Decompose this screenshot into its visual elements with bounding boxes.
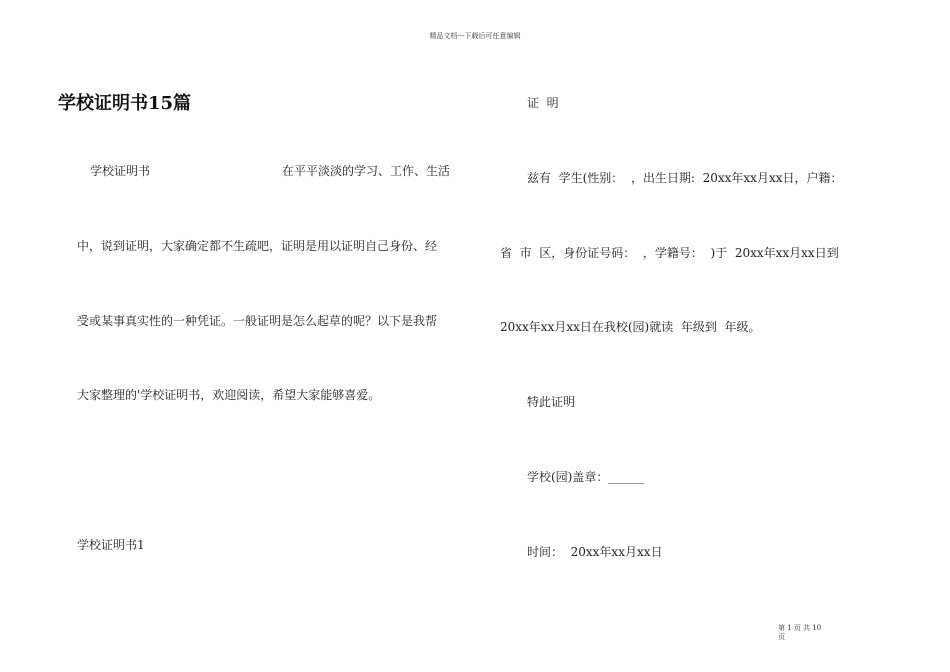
section-heading: 学校证明书1 <box>77 538 145 552</box>
certificate-heading: 证 明 <box>527 96 559 110</box>
document-title: 学校证明书15篇 <box>58 93 192 114</box>
paragraph-line-1: 在平平淡淡的学习、工作、生活 <box>282 164 451 178</box>
page-header: 精品文档---下载后可任意编辑 <box>429 32 521 40</box>
page-number <box>778 624 838 642</box>
certification-statement: 特此证明 <box>527 395 576 409</box>
page-number-suffix: 页 <box>778 633 785 641</box>
school-seal-line: 学校(园)盖章：______ <box>527 470 645 484</box>
intro-label: 学校证明书 <box>90 164 151 178</box>
certificate-line-3: 20xx年xx月xx日在我校(园)就读 年级到 年级。 <box>500 320 761 334</box>
paragraph-line-3: 受或某事真实性的一种凭证。一般证明是怎么起草的呢？以下是我帮 <box>77 314 438 328</box>
page-number-label: 第 1 页 共 10 <box>778 624 822 632</box>
certificate-line-1: 兹有 学生(性别： ，出生日期: 20xx年xx月xx日，户籍： <box>527 171 843 185</box>
paragraph-line-2: 中，说到证明，大家确定都不生疏吧，证明是用以证明自己身份、经 <box>77 239 438 253</box>
date-line: 时间： 20xx年xx月xx日 <box>527 545 663 559</box>
certificate-line-2: 省 市 区，身份证号码： ，学籍号： )于 20xx年xx月xx日到 <box>500 246 839 260</box>
paragraph-line-4: 大家整理的'学校证明书，欢迎阅读，希望大家能够喜爱。 <box>77 388 381 402</box>
